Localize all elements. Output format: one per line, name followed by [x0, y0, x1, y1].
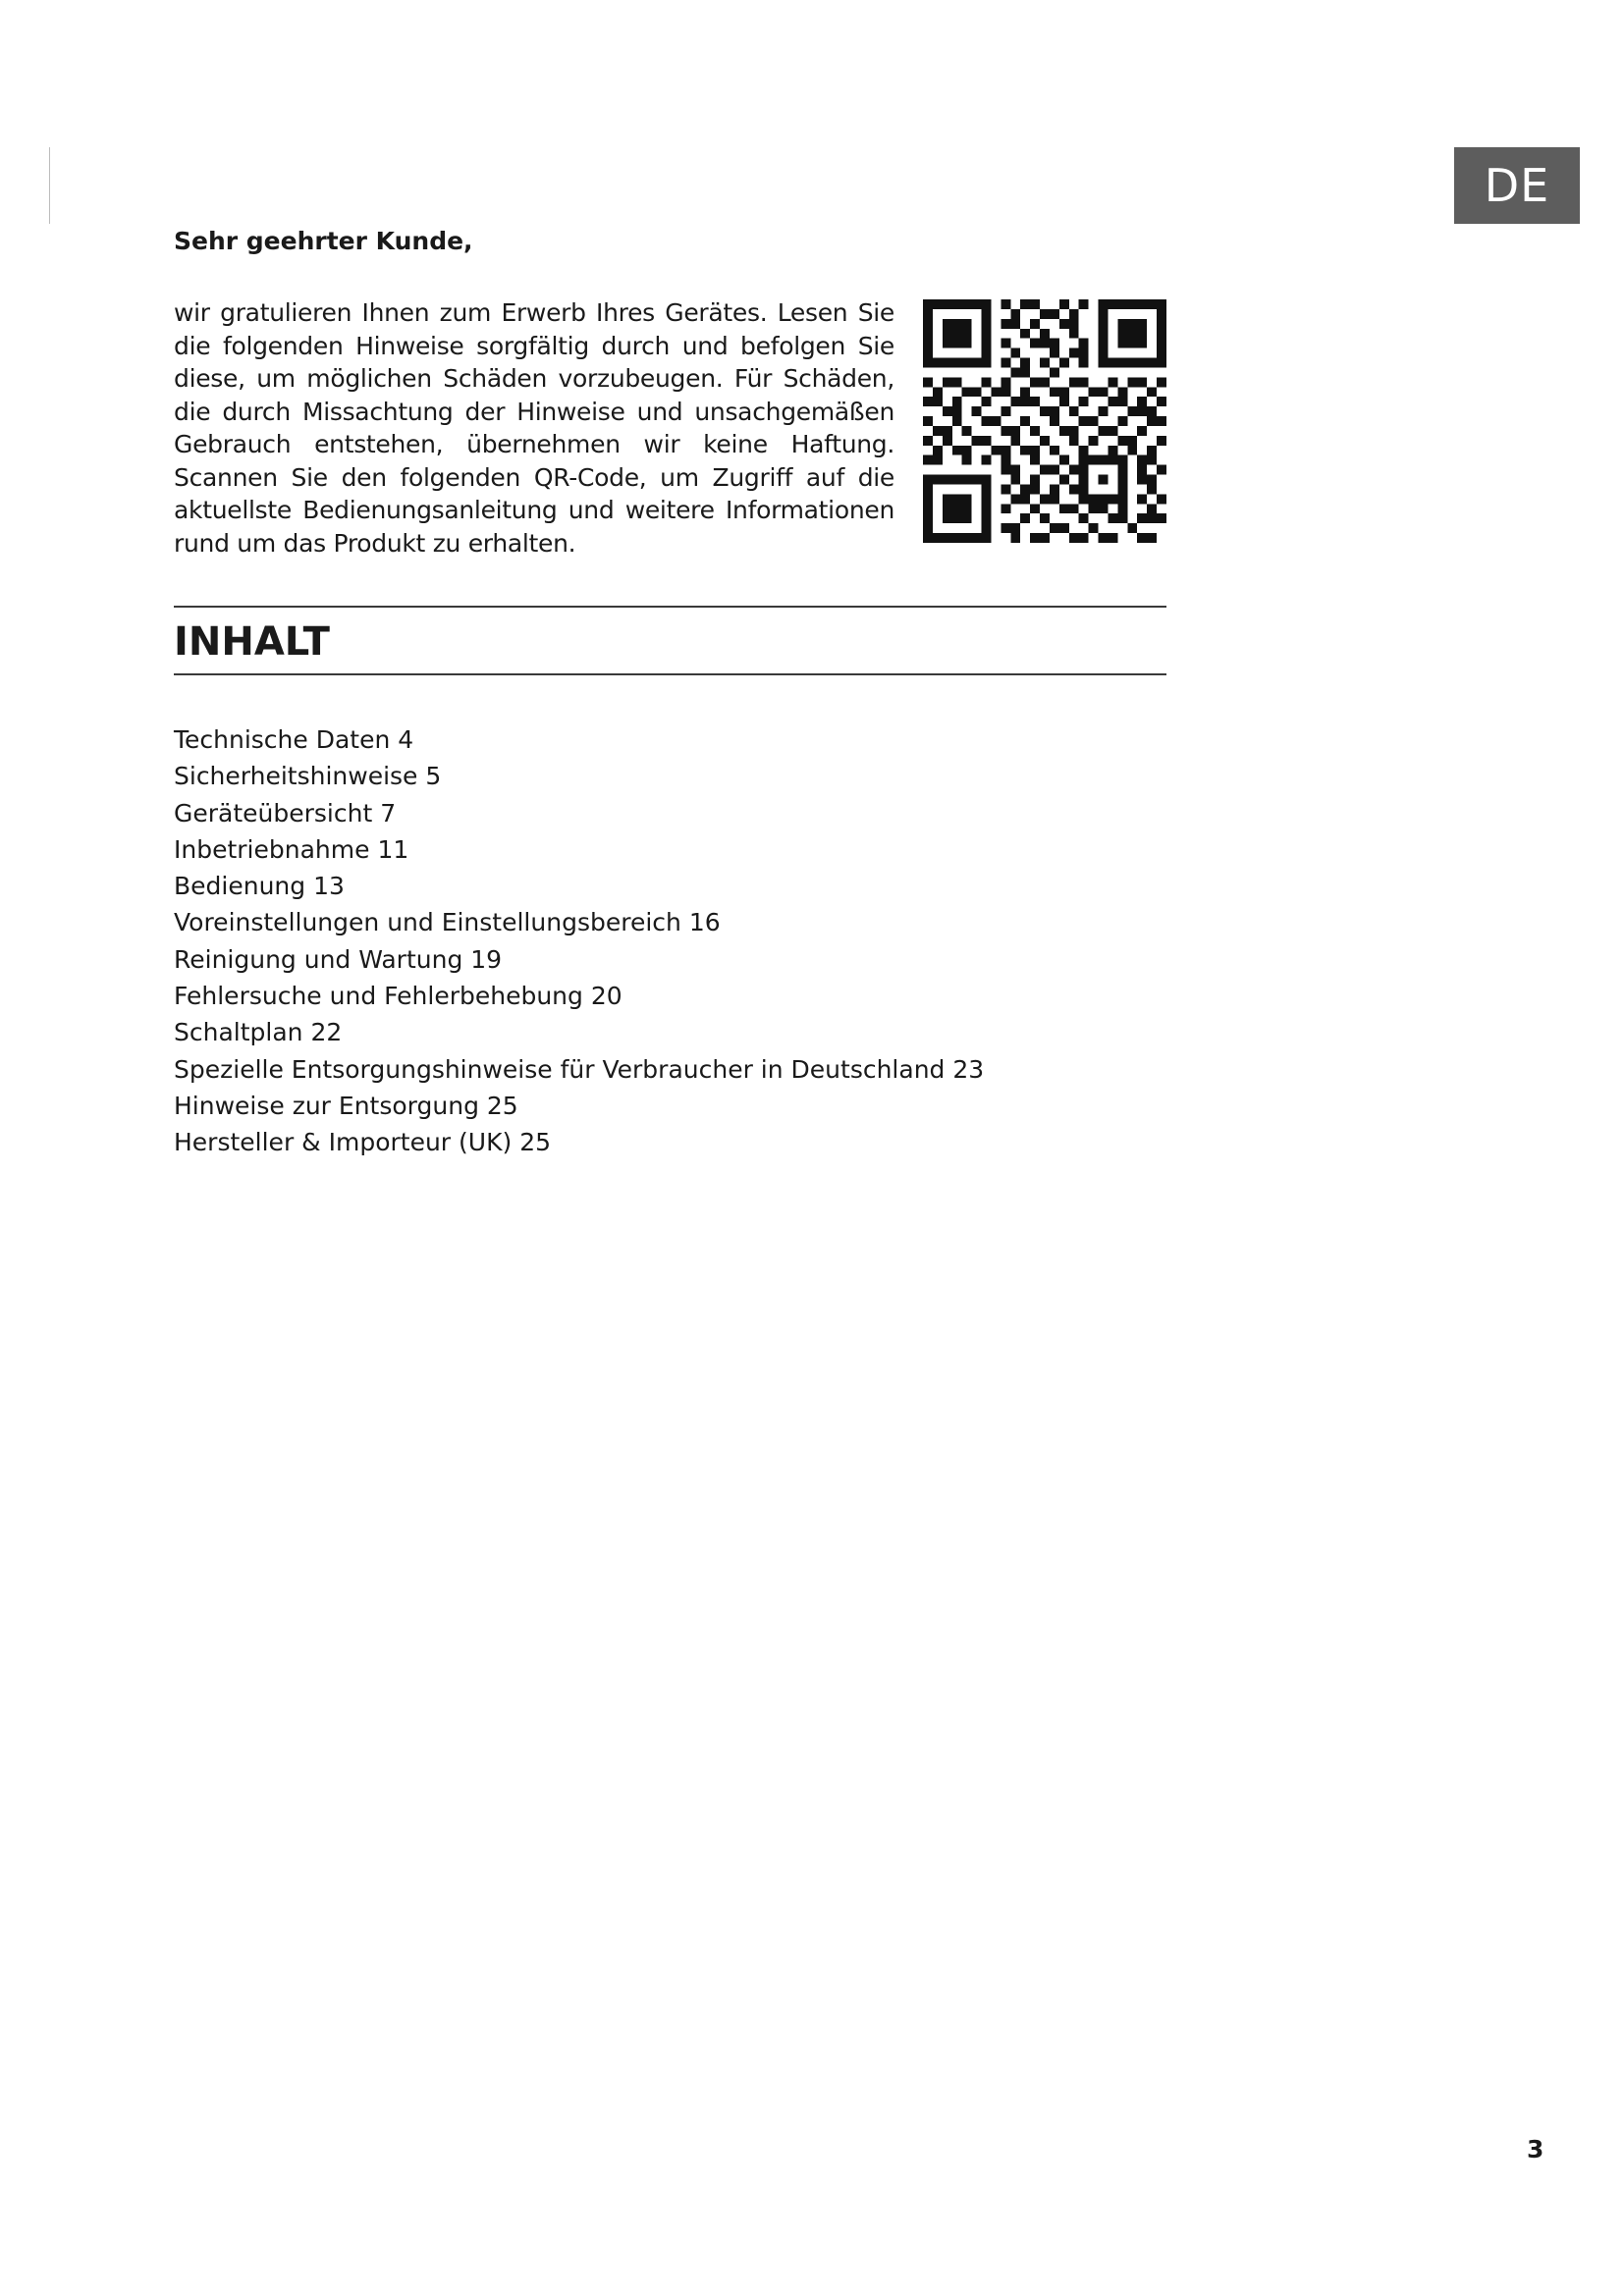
toc-entry-label: Bedienung	[174, 872, 306, 901]
toc-entry-label: Technische Daten	[174, 725, 391, 754]
toc-entry-page: 19	[470, 944, 503, 974]
intro-line: die folgenden Hinweise sorgfältig durch und befolgen Sie	[174, 331, 894, 360]
toc-entry[interactable]	[174, 978, 984, 1014]
intro-line: Gebrauch entstehen, übernehmen wir keine Haftung.	[174, 430, 894, 458]
intro-paragraph	[174, 296, 894, 560]
toc-entry[interactable]	[174, 721, 984, 758]
toc-entry[interactable]	[174, 795, 984, 831]
section-rule-top	[174, 606, 1166, 608]
toc-entry[interactable]	[174, 1014, 984, 1050]
toc-entry-page: 25	[486, 1091, 518, 1120]
toc-entry-label: Hersteller & Importeur (UK)	[174, 1128, 513, 1157]
qr-code-icon[interactable]	[923, 299, 1166, 543]
toc-entry-label: Sicherheitshinweise	[174, 762, 418, 791]
toc-entry-page: 23	[952, 1054, 985, 1084]
toc-entry-label: Fehlersuche und Fehlerbehebung	[174, 982, 583, 1011]
language-tab: DE	[1454, 147, 1580, 224]
toc-entry-page: 7	[380, 798, 397, 828]
toc-entry[interactable]	[174, 904, 984, 940]
intro-line: diese, um möglichen Schäden vorzubeugen. Für Schäden,	[174, 364, 894, 393]
contents-title: INHALT	[174, 619, 330, 665]
toc-entry-label: Spezielle Entsorgungshinweise für Verbraucher in Deutschland	[174, 1054, 946, 1084]
intro-line: aktuellste Bedienungsanleitung und weitere Informationen	[174, 496, 894, 524]
toc-entry-page: 4	[398, 725, 414, 754]
toc-entry-label: Voreinstellungen und Einstellungsbereich	[174, 908, 681, 937]
section-rule-bottom	[174, 673, 1166, 675]
table-of-contents	[174, 721, 984, 1161]
toc-entry-page: 16	[688, 908, 721, 937]
intro-line: Scannen Sie den folgenden QR-Code, um Zugriff auf die	[174, 462, 894, 492]
toc-entry[interactable]	[174, 868, 984, 904]
toc-entry-page: 13	[313, 872, 345, 901]
toc-entry[interactable]	[174, 758, 984, 794]
intro-line: rund um das Produkt zu erhalten.	[174, 528, 576, 558]
page-number: 3	[1527, 2135, 1544, 2163]
toc-entry[interactable]	[174, 941, 984, 978]
toc-entry-label: Geräteübersicht	[174, 798, 373, 828]
toc-entry[interactable]	[174, 1051, 984, 1088]
toc-entry[interactable]	[174, 1088, 984, 1124]
intro-line: die durch Missachtung der Hinweise und unsachgemäßen	[174, 397, 894, 426]
toc-entry-label: Hinweise zur Entsorgung	[174, 1091, 479, 1120]
toc-entry-page: 20	[590, 982, 623, 1011]
toc-entry-page: 25	[519, 1128, 551, 1157]
toc-entry-label: Schaltplan	[174, 1018, 303, 1047]
toc-entry-page: 11	[377, 834, 409, 864]
toc-entry-page: 22	[310, 1018, 343, 1047]
toc-entry[interactable]	[174, 831, 984, 868]
greeting: Sehr geehrter Kunde,	[174, 227, 473, 255]
toc-entry-label: Reinigung und Wartung	[174, 944, 463, 974]
intro-line: wir gratulieren Ihnen zum Erwerb Ihres Gerätes. Lesen Sie	[174, 298, 894, 327]
margin-line	[49, 147, 50, 224]
toc-entry[interactable]	[174, 1124, 984, 1160]
toc-entry-label: Inbetriebnahme	[174, 834, 370, 864]
toc-entry-page: 5	[425, 762, 442, 791]
